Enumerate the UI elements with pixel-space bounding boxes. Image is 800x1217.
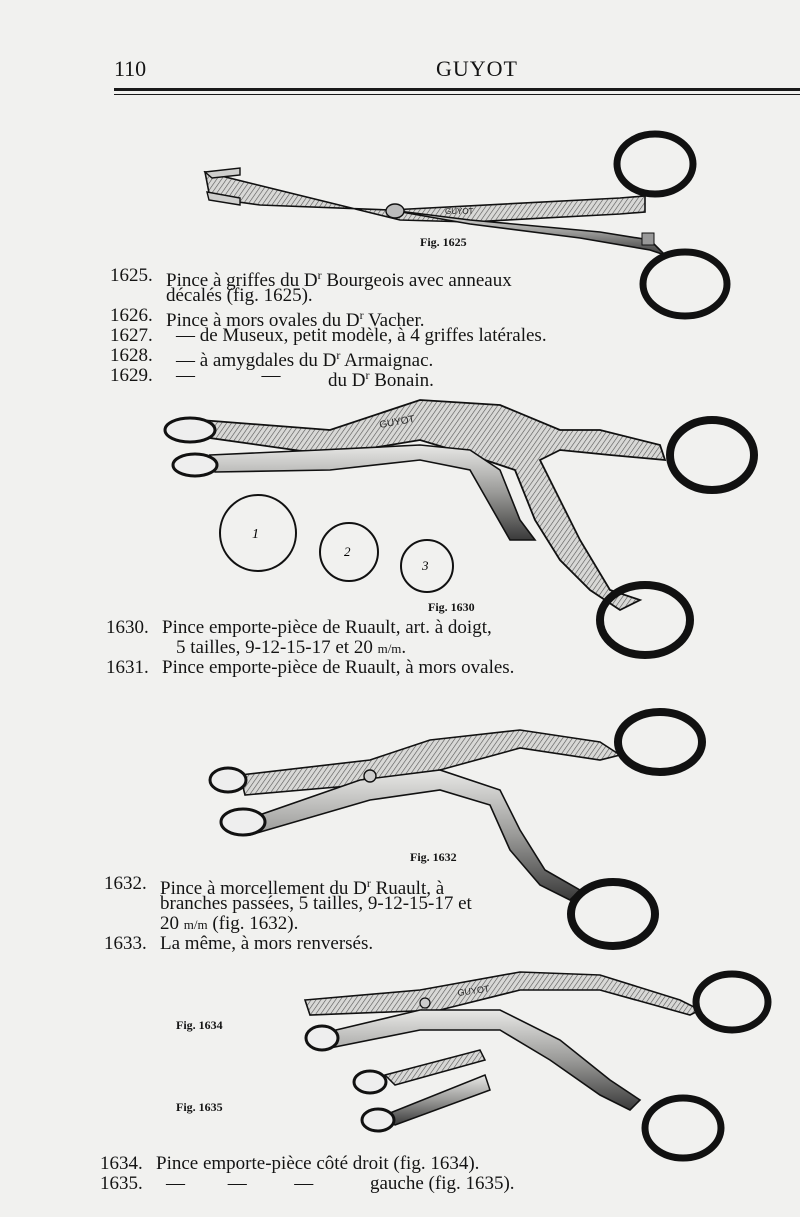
entry-text-line2: branches passées, 5 tailles, 9-12-15-17 et: [160, 893, 472, 914]
entry-text-line3-end: (fig. 1632).: [207, 913, 299, 934]
entry-unit: m/m: [377, 641, 402, 656]
entry-number: 1631.: [106, 657, 149, 678]
entry-ditto-marks: — — —: [166, 1173, 314, 1194]
fig-1635-punch-left-detail: [354, 1050, 490, 1131]
fig-1634-brand: GUYOT: [456, 983, 490, 998]
entry-text-cont: Bonain.: [369, 370, 434, 391]
entry-text: — de Museux, petit modèle, à 4 griffes latérales.: [176, 325, 547, 346]
entry-superscript: r: [366, 876, 371, 890]
entry-number: 1628.: [110, 345, 153, 366]
entry-unit: m/m: [183, 917, 208, 932]
entry-text: La même, à mors renversés.: [160, 933, 374, 954]
entry-text-cont: Armaignac.: [340, 350, 434, 371]
fig-1630-brand: GUYOT: [378, 413, 416, 431]
fig-1625-caption: Fig. 1625: [420, 235, 467, 249]
entry-superscript: r: [365, 368, 370, 382]
entry-text-cont: Bourgeois avec anneaux: [321, 270, 512, 291]
entry-text: Pince à morcellement du D: [160, 878, 367, 899]
entry-text: Pince emporte-pièce côté droit (fig. 1634).: [156, 1153, 480, 1174]
entry-number: 1635.: [100, 1173, 143, 1194]
page-number: 110: [114, 56, 147, 81]
size-label-1: 1: [252, 527, 259, 542]
fig-1625-brand: GUYOT: [445, 207, 474, 216]
size-label-3: 3: [422, 558, 429, 573]
fig-1635-caption: Fig. 1635: [176, 1100, 223, 1114]
entry-number: 1625.: [110, 265, 153, 286]
fig-1632-caption: Fig. 1632: [410, 850, 457, 864]
entry-number: 1627.: [110, 325, 153, 346]
entry-superscript: r: [336, 348, 341, 362]
entry-text-line2: 5 tailles, 9-12-15-17 et 20: [176, 637, 378, 658]
size-label-2: 2: [344, 544, 351, 559]
entry-ditto-marks: — —: [176, 365, 281, 386]
entry-text: — à amygdales du D: [176, 350, 337, 371]
entry-text-line2: décalés (fig. 1625).: [166, 285, 313, 306]
entry-text: Pince à mors ovales du D: [166, 310, 360, 331]
entry-superscript: r: [359, 308, 364, 322]
entry-text: Pince à griffes du D: [166, 270, 318, 291]
entry-number: 1634.: [100, 1153, 143, 1174]
entry-text-cont: Vacher.: [363, 310, 425, 331]
entry-number: 1629.: [110, 365, 153, 386]
entry-superscript: r: [317, 268, 322, 282]
entry-number: 1632.: [104, 873, 147, 894]
fig-1634-caption: Fig. 1634: [176, 1018, 223, 1032]
entry-text-line3: 20: [160, 913, 184, 934]
entry-text: Pince emporte-pièce de Ruault, à mors ovales.: [162, 657, 515, 678]
entry-number: 1626.: [110, 305, 153, 326]
entry-number: 1630.: [106, 617, 149, 638]
entry-text-line2-end: .: [401, 637, 407, 658]
entry-text: du D: [328, 370, 366, 391]
entry-text: gauche (fig. 1635).: [370, 1173, 515, 1194]
entry-text: Pince emporte-pièce de Ruault, art. à doigt,: [162, 617, 492, 638]
entry-text-cont: Ruault, à: [370, 878, 445, 899]
running-head: GUYOT: [436, 56, 518, 81]
fig-1630-caption: Fig. 1630: [428, 600, 475, 614]
entry-number: 1633.: [104, 933, 147, 954]
